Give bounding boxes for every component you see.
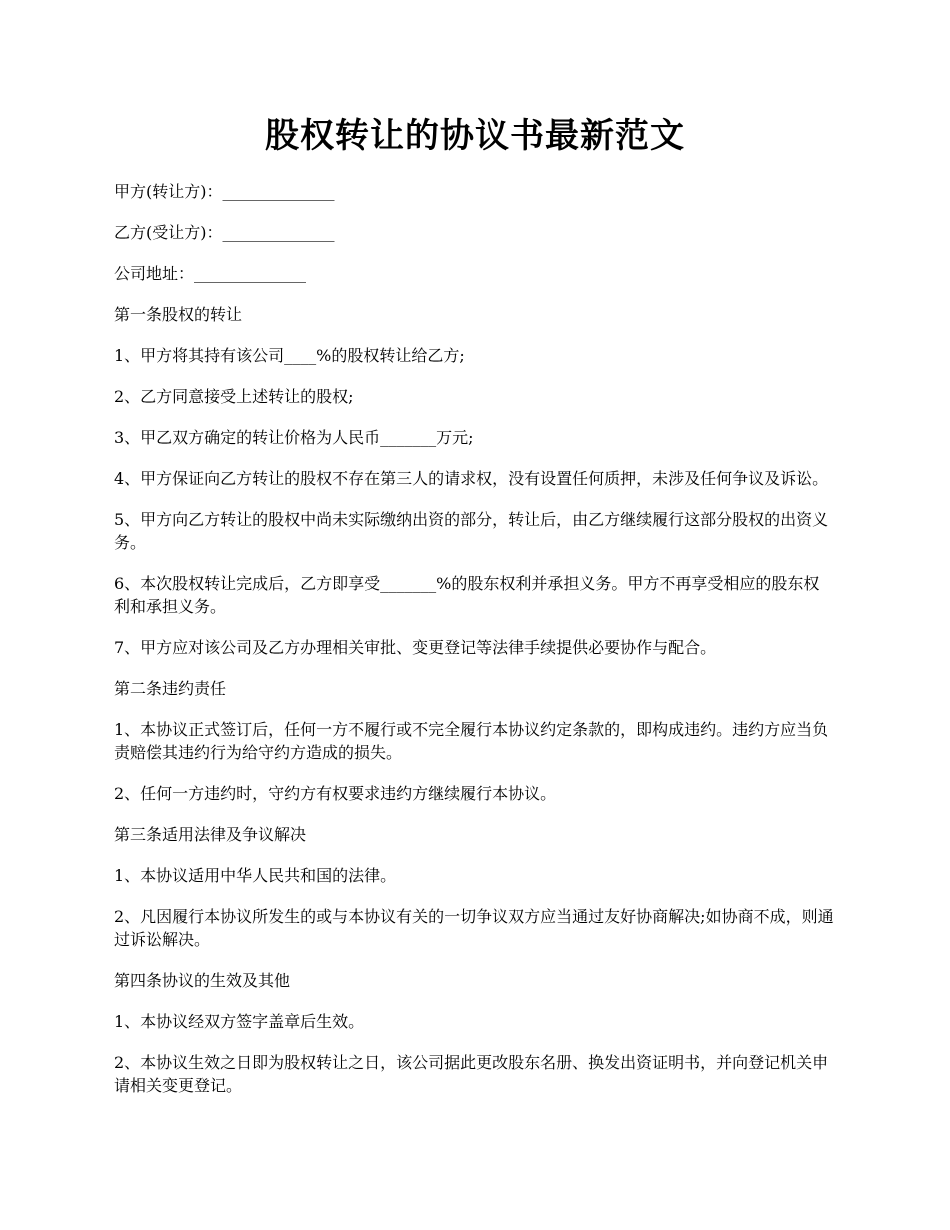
article-3-clause-2: 2、凡因履行本协议所发生的或与本协议有关的一切争议双方应当通过友好协商解决;如协商不成，则通过诉讼解决。: [114, 907, 834, 949]
article-3-heading: 第三条适用法律及争议解决: [114, 825, 307, 844]
article-1-clause-5: 5、甲方向乙方转让的股权中尚未实际缴纳出资的部分，转让后，由乙方继续履行这部分股权的出资义务。: [114, 510, 829, 552]
article-1-heading: 第一条股权的转让: [114, 305, 243, 324]
article-1-clause-3: 3、甲乙双方确定的转让价格为人民币_______万元;: [114, 428, 474, 447]
party-a-line: 甲方(转让方)：______________: [114, 182, 335, 201]
article-1-clause-7: 7、甲方应对该公司及乙方办理相关审批、变更登记等法律手续提供必要协作与配合。: [114, 638, 717, 657]
article-1-clause-4: 4、甲方保证向乙方转让的股权不存在第三人的请求权，没有设置任何质押，未涉及任何争议及诉讼。: [114, 469, 829, 488]
article-4-heading: 第四条协议的生效及其他: [114, 971, 291, 990]
article-1-clause-2: 2、乙方同意接受上述转让的股权;: [114, 387, 354, 406]
article-2-clause-2: 2、任何一方违约时，守约方有权要求违约方继续履行本协议。: [114, 784, 557, 803]
article-2-heading: 第二条违约责任: [114, 679, 227, 698]
company-address-line: 公司地址：______________: [114, 264, 307, 283]
article-4-clause-1: 1、本协议经双方签字盖章后生效。: [114, 1012, 365, 1031]
article-4-clause-2: 2、本协议生效之日即为股权转让之日，该公司据此更改股东名册、换发出资证明书，并向登记机关申请相关变更登记。: [114, 1053, 829, 1095]
document-title: 股权转让的协议书最新范文: [265, 116, 685, 156]
article-1-clause-1: 1、甲方将其持有该公司____%的股权转让给乙方;: [114, 346, 465, 365]
article-3-clause-1: 1、本协议适用中华人民共和国的法律。: [114, 866, 397, 885]
document-body: [114, 180, 834, 1115]
article-1-clause-6: 6、本次股权转让完成后，乙方即享受_______%的股东权利并承担义务。甲方不再享受相应的股东权利和承担义务。: [114, 574, 820, 616]
article-2-clause-1: 1、本协议正式签订后，任何一方不履行或不完全履行本协议约定条款的，即构成违约。违约方应当负责赔偿其违约行为给守约方造成的损失。: [114, 720, 829, 762]
party-b-line: 乙方(受让方)：______________: [114, 223, 335, 242]
